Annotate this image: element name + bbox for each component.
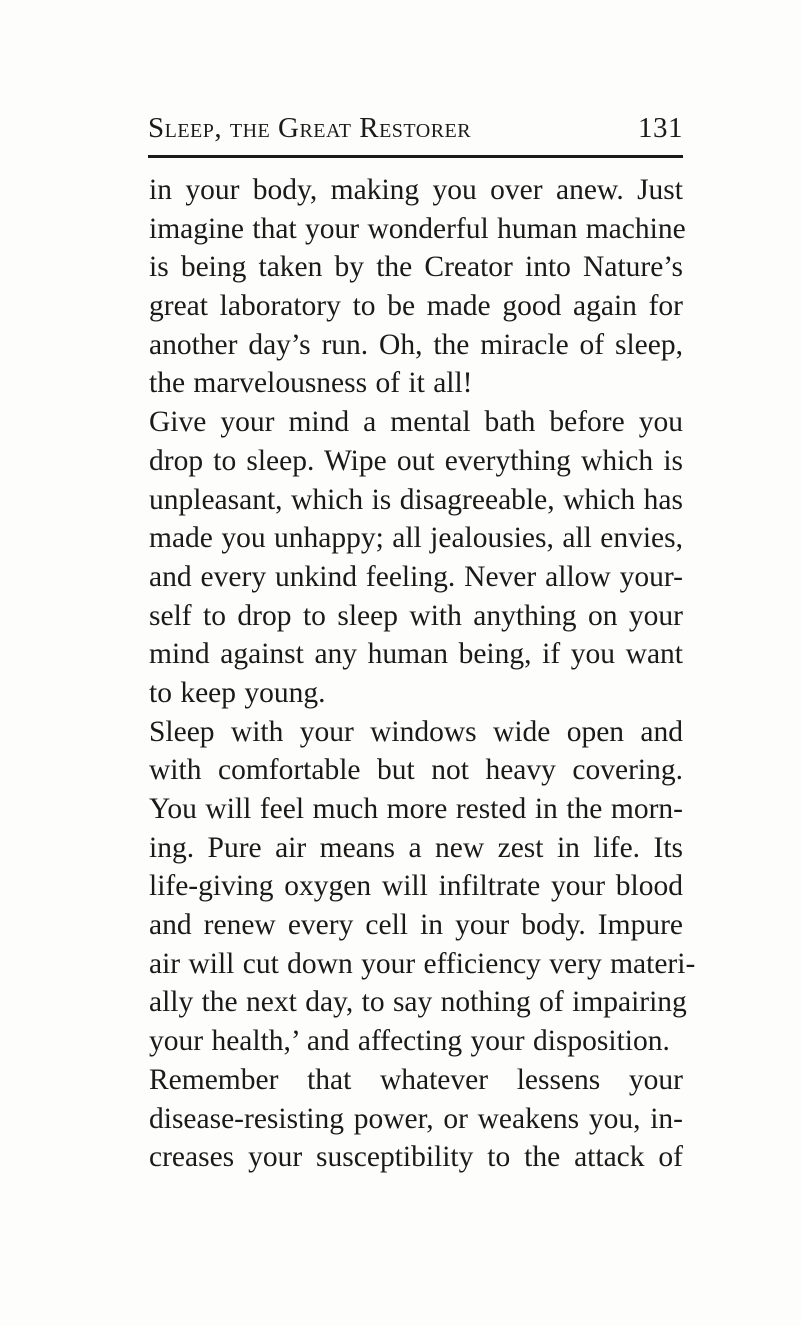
text-line: You will feel much more rested in the morn-	[149, 793, 683, 825]
text-line: in your body, making you over anew. Just	[149, 174, 683, 206]
body-text	[149, 171, 696, 1177]
text-line: life-giving oxygen will infiltrate your blood	[149, 870, 683, 903]
text-line: disease-resisting power, or weakens you, in-	[149, 1102, 683, 1135]
text-line: and renew every cell in your body. Impure	[149, 909, 683, 942]
header-rule	[148, 155, 683, 158]
text-line: ally the next day, to say nothing of impairing	[149, 986, 687, 1019]
text-line: ing. Pure air means a new zest in life. Its	[149, 831, 683, 864]
text-line: mind against any human being, if you want	[149, 638, 683, 671]
text-line: with comfortable but not heavy covering.	[149, 754, 683, 787]
text-line: is being taken by the Creator into Nature’s	[149, 251, 683, 284]
page-number: 131	[638, 112, 683, 144]
text-line: another day’s run. Oh, the miracle of sleep,	[149, 328, 683, 361]
text-line: self to drop to sleep with anything on your	[149, 599, 683, 632]
text-line: imagine that your wonderful human machine	[149, 212, 686, 245]
text-line: Sleep with your windows wide open and	[149, 715, 683, 748]
text-line: the marvelousness of it all!	[149, 367, 473, 400]
text-line: unpleasant, which is disagreeable, which has	[149, 483, 683, 516]
text-line: great laboratory to be made good again for	[149, 290, 683, 323]
text-line: to keep young.	[149, 676, 326, 709]
running-title: Sleep, the Great Restorer	[148, 112, 472, 144]
text-line: air will cut down your efficiency very materi-	[149, 947, 696, 980]
running-head	[148, 112, 683, 148]
text-line: drop to sleep. Wipe out everything which is	[149, 444, 683, 477]
text-line: Give your mind a mental bath before you	[149, 406, 683, 439]
text-line: creases your susceptibility to the attack of	[149, 1141, 683, 1174]
text-line: and every unkind feeling. Never allow your-	[149, 560, 683, 593]
text-line: Remember that whatever lessens your	[149, 1063, 683, 1096]
text-line: made you unhappy; all jealousies, all envies,	[149, 522, 683, 555]
text-line: your health,’ and affecting your disposition.	[149, 1025, 670, 1058]
